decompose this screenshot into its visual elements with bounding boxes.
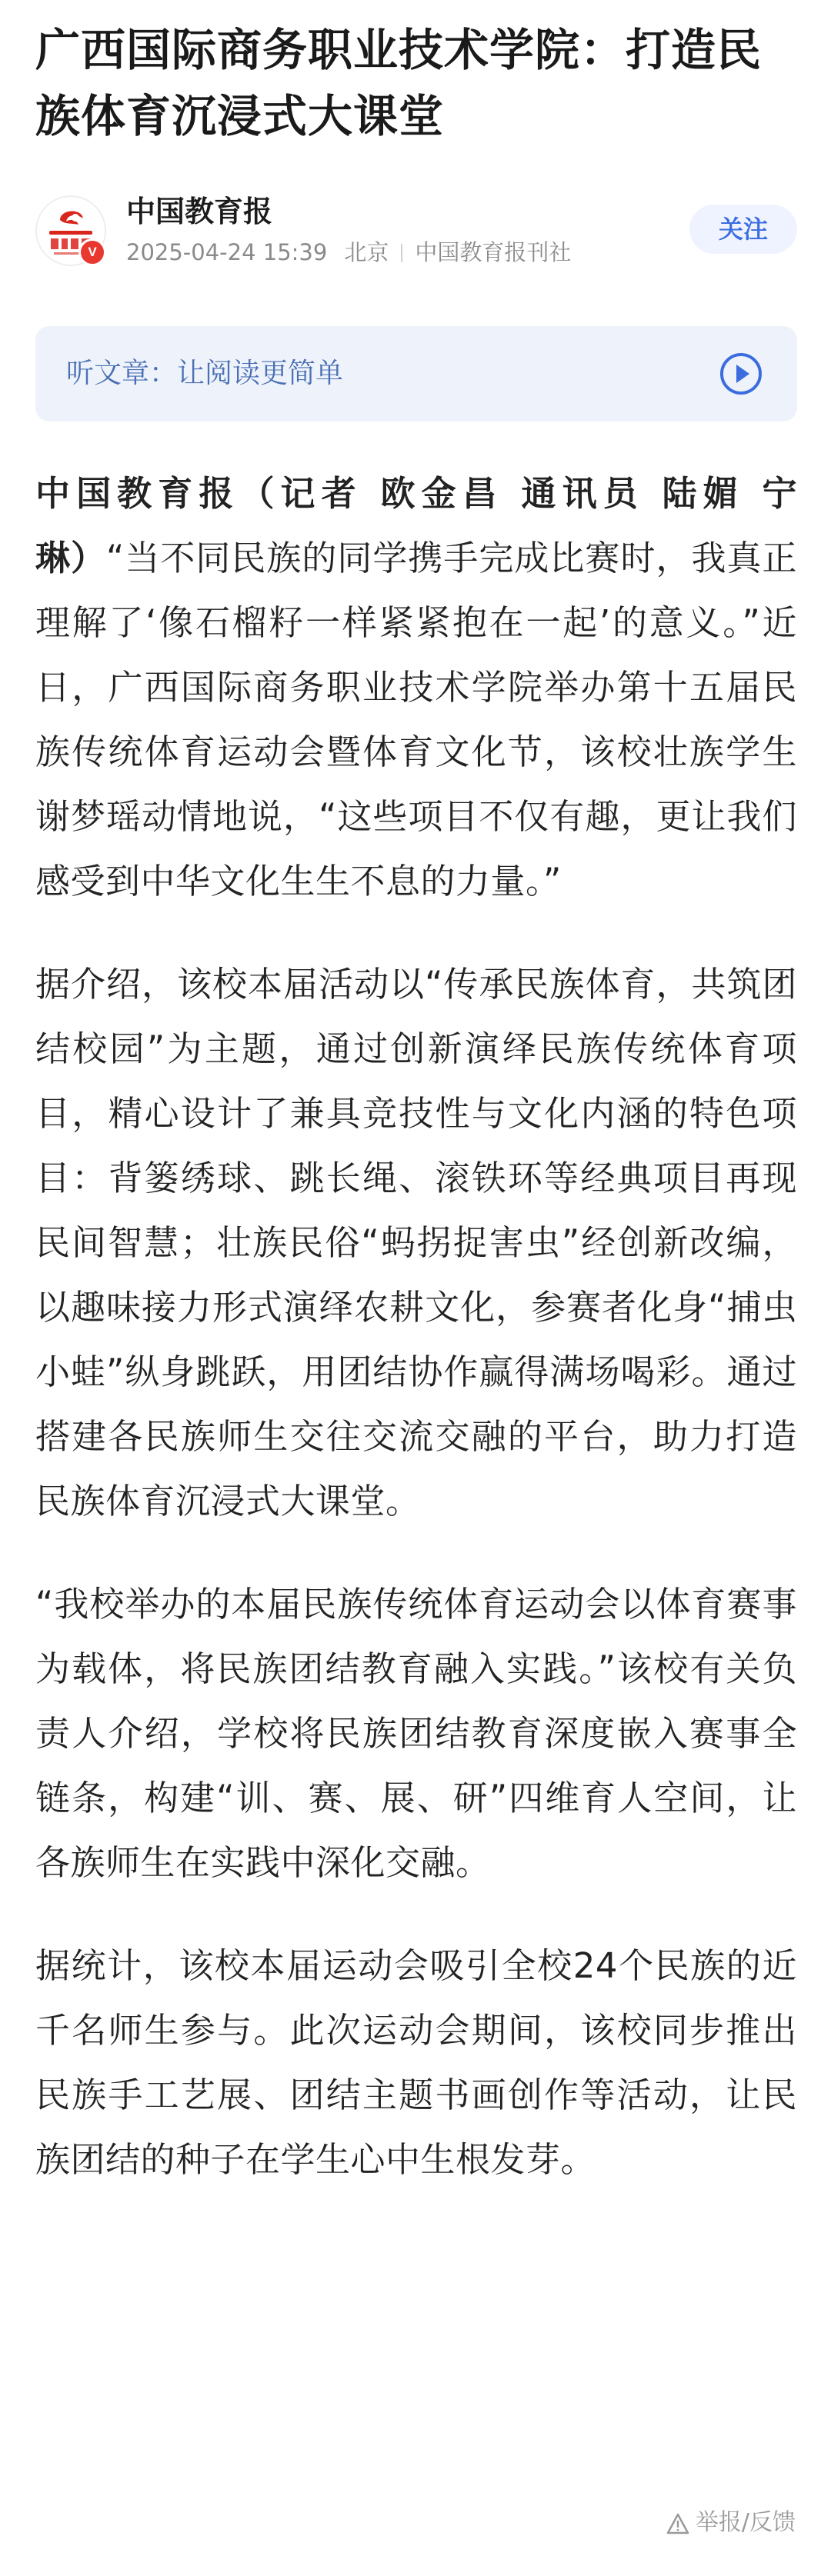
follow-button[interactable]: 关注: [689, 205, 797, 254]
report-feedback-link[interactable]: [666, 2500, 796, 2546]
article-title: 广西国际商务职业技术学院：打造民族体育沉浸式大课堂: [35, 24, 763, 142]
report-feedback-label: 举报/反馈: [695, 2509, 796, 2536]
verified-badge: V: [78, 238, 106, 266]
article-paragraph: [35, 952, 797, 1534]
play-circle-icon[interactable]: [719, 352, 763, 396]
paragraph-text: 据统计，该校本届运动会吸引全校24个民族的近千名师生参与。此次运动会期间，该校同步推出民族手工艺展、团结主题书画创作等活动，让民族团结的种子在学生心中生根发芽。: [35, 1945, 797, 2180]
author-avatar[interactable]: [35, 195, 106, 266]
paragraph-lead: 中国教育报（记者 欧金昌 通讯员 陆媚 宁琳）: [35, 473, 797, 578]
warning-triangle-icon: [666, 2513, 689, 2534]
listen-article-bar[interactable]: [35, 326, 797, 422]
article-body: [35, 462, 797, 2231]
publish-location: 北京: [344, 239, 389, 265]
author-meta: [126, 238, 571, 266]
article-paragraph: [35, 1934, 797, 2192]
paragraph-text: 据介绍，该校本届活动以“传承民族体育，共筑团结校园”为主题，通过创新演绎民族传统体育项目，精心设计了兼具竞技性与文化内涵的特色项目：背篓绣球、跳长绳、滚铁环等经典项目再现民间智慧；壮族民俗“蚂拐捉害虫”经创新改编，以趣味接力形式演绎农耕文化，参赛者化身“捕虫小蛙”纵身跳跃，用团结协作赢得满场喝彩。通过搭建各民族师生交往交流交融的平台，助力打造民族体育沉浸式大课堂。: [35, 964, 797, 1521]
meta-divider: [401, 244, 402, 262]
publish-date: 2025-04-24 15:39: [126, 239, 328, 265]
author-row: [35, 192, 797, 269]
listen-article-label: 听文章：让阅读更简单: [66, 358, 344, 389]
article-paragraph: [35, 462, 797, 914]
publish-source: 中国教育报刊社: [415, 239, 572, 265]
author-name[interactable]: 中国教育报: [126, 195, 273, 228]
paragraph-text: “我校举办的本届民族传统体育运动会以体育赛事为载体，将民族团结教育融入实践。”该校有关负责人介绍，学校将民族团结教育深度嵌入赛事全链条，构建“训、赛、展、研”四维育人空间，让各族师生在实践中深化交融。: [35, 1584, 797, 1883]
article-paragraph: [35, 1572, 797, 1895]
paragraph-text: “当不同民族的同学携手完成比赛时，我真正理解了‘像石榴籽一样紧紧抱在一起’的意义。”近日，广西国际商务职业技术学院举办第十五届民族传统体育运动会暨体育文化节，该校壮族学生谢梦瑶动情地说，“这些项目不仅有趣，更让我们感受到中华文化生生不息的力量。”: [35, 538, 797, 901]
